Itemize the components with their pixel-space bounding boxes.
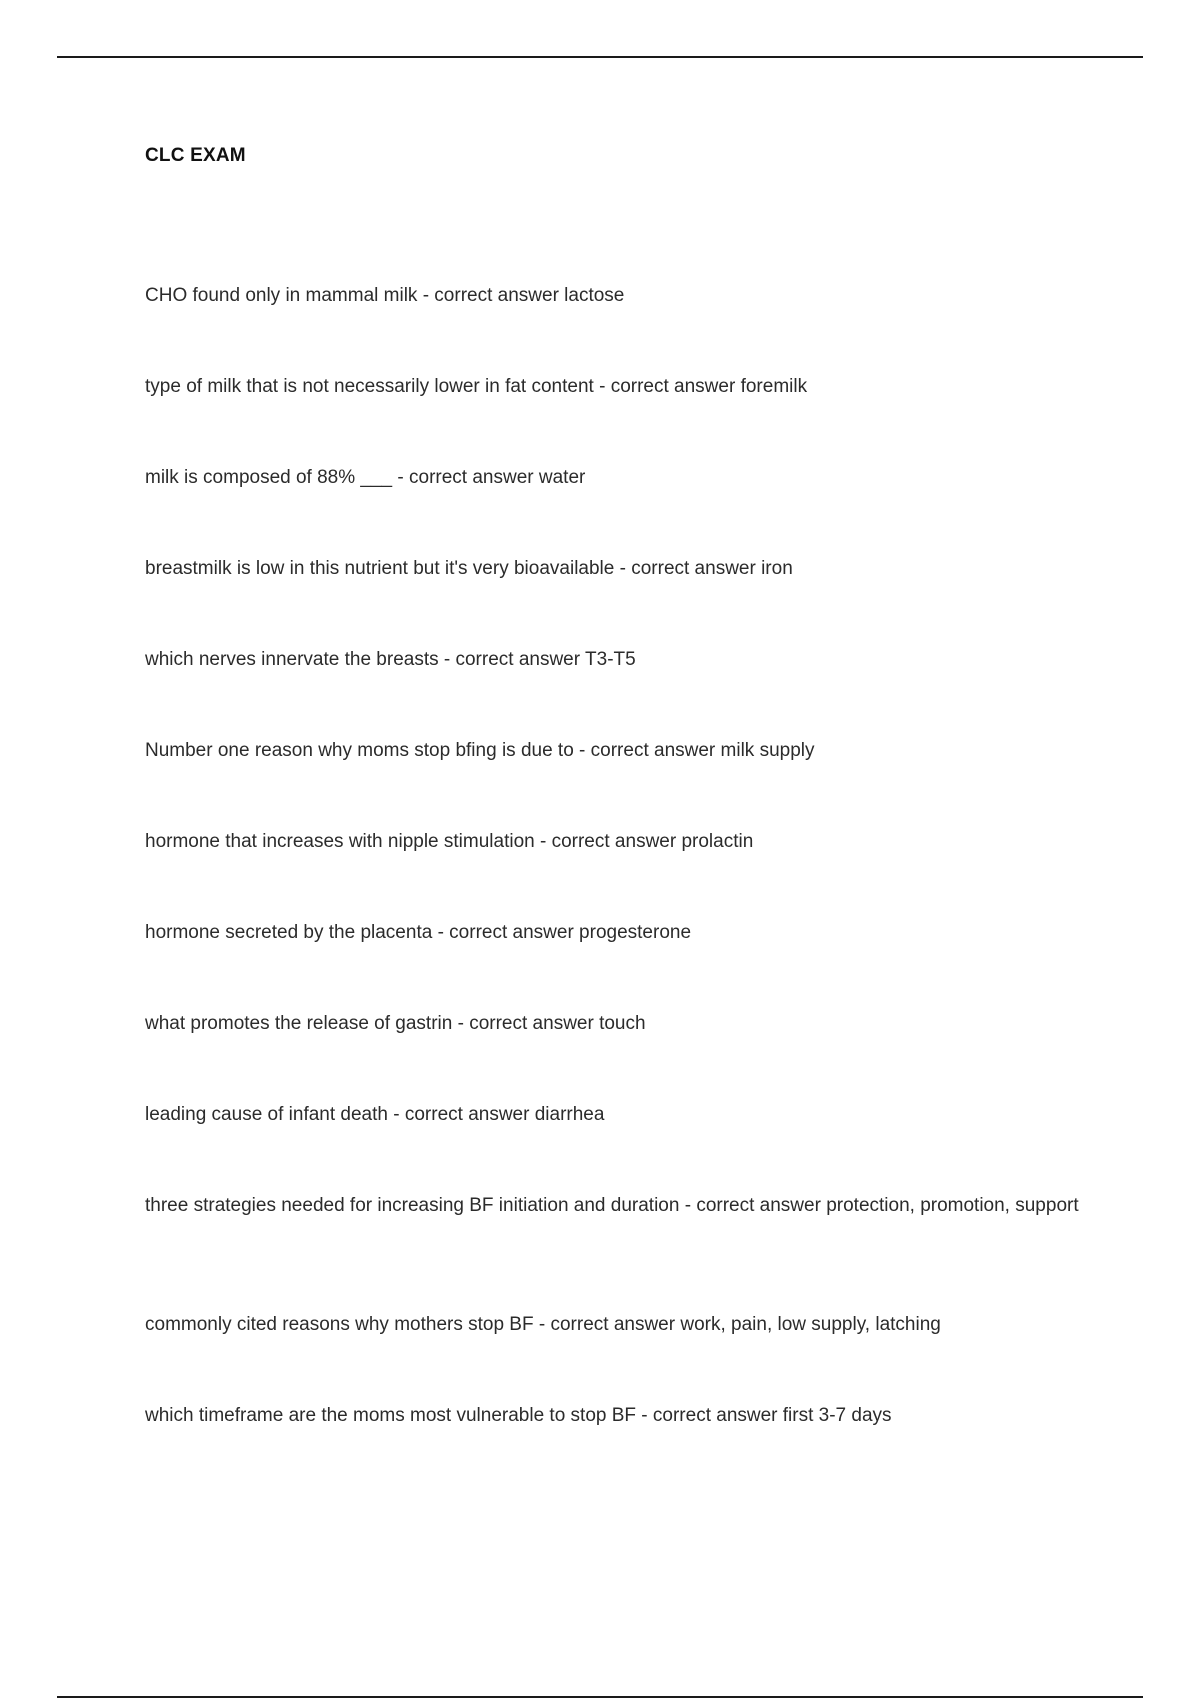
qa-item: which timeframe are the moms most vulnerable to stop BF - correct answer first 3-7 days xyxy=(145,1405,892,1426)
qa-item: breastmilk is low in this nutrient but it's very bioavailable - correct answer iron xyxy=(145,558,793,579)
top-divider xyxy=(57,56,1143,58)
qa-item: leading cause of infant death - correct answer diarrhea xyxy=(145,1104,605,1125)
qa-item: three strategies needed for increasing BF initiation and duration - correct answer protection, promotion, support xyxy=(145,1195,1079,1216)
qa-item: which nerves innervate the breasts - correct answer T3-T5 xyxy=(145,649,636,670)
qa-item: milk is composed of 88% ___ - correct answer water xyxy=(145,467,586,488)
qa-item: type of milk that is not necessarily lower in fat content - correct answer foremilk xyxy=(145,376,808,397)
qa-item: CHO found only in mammal milk - correct answer lactose xyxy=(145,285,625,306)
qa-item: what promotes the release of gastrin - correct answer touch xyxy=(145,1013,646,1034)
qa-item: commonly cited reasons why mothers stop BF - correct answer work, pain, low supply, latching xyxy=(145,1314,941,1335)
qa-item: hormone secreted by the placenta - correct answer progesterone xyxy=(145,922,692,943)
page-title: CLC EXAM xyxy=(145,145,246,166)
bottom-divider xyxy=(57,1696,1143,1698)
qa-item: hormone that increases with nipple stimulation - correct answer prolactin xyxy=(145,831,754,852)
qa-item: Number one reason why moms stop bfing is due to - correct answer milk supply xyxy=(145,740,815,761)
